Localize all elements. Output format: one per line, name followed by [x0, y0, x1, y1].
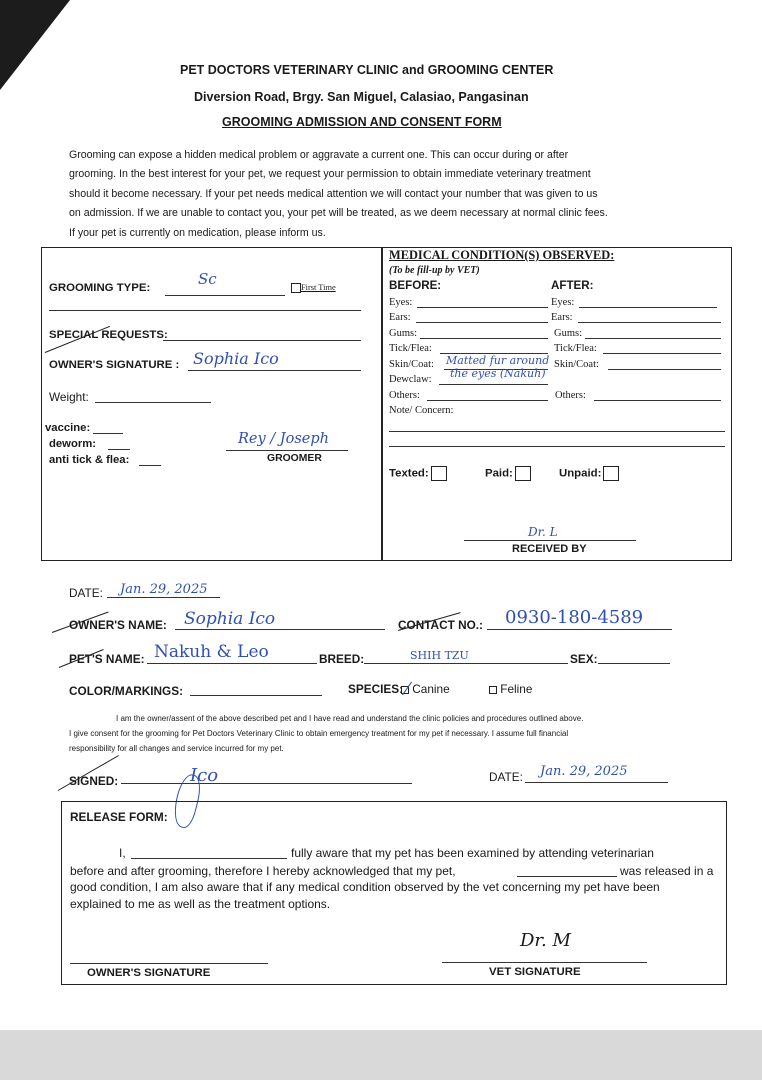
release-text-2: before and after grooming, therefore I hereby acknowledged that my pet,: [70, 864, 456, 878]
tickflea-after-label: Tick/Flea:: [554, 343, 597, 354]
anti-tick-label: anti tick & flea:: [49, 454, 130, 466]
eyes-before-line[interactable]: [417, 307, 548, 308]
intro-line: on admission. If we are unable to contact you, your pet will be treated, as we deem necessary at normal clinic fees.: [69, 207, 608, 220]
form-title: GROOMING ADMISSION AND CONSENT FORM: [222, 115, 502, 129]
grooming-type-line[interactable]: [165, 295, 285, 296]
release-text-1: fully aware that my pet has been examined by attending veterinarian: [291, 846, 654, 860]
release-i: I,: [119, 846, 126, 860]
tickflea-after-line[interactable]: [603, 353, 721, 354]
intro-paragraph: [69, 146, 608, 243]
eyes-after-label: Eyes:: [551, 297, 575, 308]
gums-before-line[interactable]: [420, 338, 548, 339]
paid-label: Paid:: [485, 467, 513, 480]
received-line[interactable]: [464, 540, 636, 541]
owner-signature-line[interactable]: [188, 370, 361, 371]
special-requests-line[interactable]: [163, 340, 361, 341]
date-value: Jan. 29, 2025: [120, 582, 208, 597]
release-title: RELEASE FORM:: [70, 810, 168, 824]
owner-name-label: OWNER'S NAME:: [69, 618, 167, 632]
feline-label: Feline: [500, 682, 533, 696]
vaccine-line[interactable]: [93, 433, 123, 434]
gums-after-label: Gums:: [554, 328, 583, 339]
texted-checkbox[interactable]: [389, 466, 447, 481]
species-label: SPECIES:: [348, 682, 404, 696]
others-before-label: Others:: [389, 390, 420, 401]
after-label: AFTER:: [551, 279, 594, 292]
contact-value: 0930-180-4589: [505, 607, 644, 628]
deworm-label: deworm:: [49, 438, 97, 450]
received-label: RECEIVED BY: [512, 543, 587, 555]
medical-title: MEDICAL CONDITION(S) OBSERVED:: [389, 248, 615, 262]
consent-line-3: responsibility for all changes and service incurred for my pet.: [69, 744, 284, 753]
color-markings-label: COLOR/MARKINGS:: [69, 684, 184, 698]
pet-name-label: PET'S NAME:: [69, 652, 145, 666]
date-line[interactable]: [107, 597, 220, 598]
unpaid-checkbox[interactable]: [559, 466, 619, 481]
others-before-line[interactable]: [427, 400, 548, 401]
paid-checkbox[interactable]: [485, 466, 531, 481]
received-signature: Dr. L: [528, 525, 558, 539]
scan-bottom-shade: [0, 1030, 762, 1080]
skin-note-1: Matted fur around: [446, 354, 550, 367]
vet-signature-label: VET SIGNATURE: [489, 966, 581, 978]
texted-box[interactable]: [431, 466, 447, 481]
consent-line-2: I give consent for the grooming for Pet Doctors Veterinary Clinic to obtain emergency treatment for my pet if necessary. I assume full financial: [69, 729, 569, 738]
signed-label: SIGNED:: [69, 774, 119, 788]
owner-signature-label-release: OWNER'S SIGNATURE: [87, 967, 211, 979]
grooming-type-extra-line: [49, 310, 361, 311]
skin-note-2: the eyes (Nakuh): [450, 367, 546, 380]
weight-label: Weight:: [49, 390, 89, 404]
skin-before-label: Skin/Coat:: [389, 359, 434, 370]
signed-value: Ico: [190, 765, 219, 786]
contact-line[interactable]: [487, 629, 672, 630]
grooming-type-label: GROOMING TYPE:: [49, 282, 151, 294]
unpaid-label: Unpaid:: [559, 467, 602, 480]
vaccine-label: vaccine:: [45, 422, 91, 434]
owner-signature-line-release[interactable]: [70, 963, 268, 964]
ears-after-line[interactable]: [578, 322, 721, 323]
intro-line: should it become necessary. If your pet needs medical attention we will contact your number that was given to us: [69, 187, 598, 200]
gums-before-label: Gums:: [389, 328, 418, 339]
consent-date-label: DATE:: [489, 770, 523, 784]
dewclaw-label: Dewclaw:: [389, 374, 432, 385]
note-line-1[interactable]: [389, 431, 725, 432]
special-requests-label: SPECIAL REQUESTS:: [49, 329, 168, 341]
release-text-3: was released in a: [620, 864, 714, 878]
ears-after-label: Ears:: [551, 312, 573, 323]
paid-box[interactable]: [515, 466, 531, 481]
gums-after-line[interactable]: [585, 338, 721, 339]
page-fold-shadow: [0, 0, 70, 90]
breed-label: BREED:: [319, 652, 365, 666]
clinic-address: Diversion Road, Brgy. San Miguel, Calasiao, Pangasinan: [194, 90, 529, 104]
dewclaw-line[interactable]: [439, 384, 548, 385]
breed-line[interactable]: [364, 663, 568, 664]
consent-date-value: Jan. 29, 2025: [540, 764, 628, 779]
breed-value: SHIH TZU: [410, 649, 469, 662]
unpaid-box[interactable]: [603, 466, 619, 481]
clinic-name: PET DOCTORS VETERINARY CLINIC and GROOMING CENTER: [180, 63, 554, 77]
release-pet-line[interactable]: [517, 876, 617, 877]
owner-name-line[interactable]: [175, 629, 385, 630]
intro-line: If your pet is currently on medication, please inform us.: [69, 226, 326, 239]
feline-option[interactable]: [489, 682, 532, 696]
medical-condition-box: [382, 247, 732, 561]
skin-after-line[interactable]: [608, 369, 721, 370]
anti-tick-line[interactable]: [139, 465, 161, 466]
vet-signature-line[interactable]: [442, 962, 647, 963]
groomer-value: Rey / Joseph: [238, 431, 329, 447]
note-label: Note/ Concern:: [389, 405, 454, 416]
deworm-line[interactable]: [108, 449, 130, 450]
intro-line: grooming. In the best interest for your pet, we request your permission to obtain immediate veterinary treatment: [69, 168, 591, 181]
skin-after-label: Skin/Coat:: [554, 359, 599, 370]
grooming-type-value: Sc: [198, 270, 217, 288]
ears-before-label: Ears:: [389, 312, 411, 323]
color-markings-line[interactable]: [190, 695, 322, 696]
signed-line[interactable]: [121, 783, 412, 784]
others-after-line[interactable]: [594, 400, 721, 401]
ears-before-line[interactable]: [416, 322, 548, 323]
pet-name-value: Nakuh & Leo: [154, 642, 269, 662]
texted-label: Texted:: [389, 467, 429, 480]
eyes-before-label: Eyes:: [389, 297, 413, 308]
medical-subtitle: (To be fill-up by VET): [389, 265, 480, 276]
date-label: DATE:: [69, 586, 103, 600]
first-time-label: First Time: [301, 283, 336, 292]
consent-date-line[interactable]: [525, 782, 668, 783]
pet-name-line[interactable]: [147, 663, 317, 664]
note-line-2[interactable]: [389, 446, 725, 447]
groomer-line[interactable]: [226, 450, 348, 451]
sex-line[interactable]: [598, 663, 670, 664]
release-owner-name-line[interactable]: [131, 858, 287, 859]
release-text-4: good condition, I am also aware that if any medical condition observed by the vet concerning my pet have been: [70, 880, 660, 894]
vet-signature-value: Dr. M: [520, 930, 571, 951]
owner-signature-label: OWNER'S SIGNATURE :: [49, 359, 180, 371]
eyes-after-line[interactable]: [579, 307, 717, 308]
release-text-5: explained to me as well as the treatment options.: [70, 897, 331, 911]
owner-name-value: Sophia Ico: [184, 609, 276, 629]
before-label: BEFORE:: [389, 279, 442, 292]
tickflea-before-label: Tick/Flea:: [389, 343, 432, 354]
weight-line[interactable]: [95, 402, 211, 403]
groomer-label: GROOMER: [267, 453, 322, 464]
first-time-checkbox[interactable]: [291, 283, 336, 293]
sex-label: SEX:: [570, 652, 598, 666]
others-after-label: Others:: [555, 390, 586, 401]
feline-box[interactable]: [489, 686, 497, 694]
first-time-box[interactable]: [291, 283, 301, 293]
canine-label: Canine: [412, 682, 450, 696]
consent-line-1: I am the owner/assent of the above described pet and I have read and understand the clinic policies and procedures outlined above.: [116, 714, 584, 723]
owner-signature-value: Sophia Ico: [193, 349, 279, 368]
contact-label: CONTACT NO.:: [398, 618, 483, 632]
intro-line: Grooming can expose a hidden medical problem or aggravate a current one. This can occur during or after: [69, 149, 569, 161]
